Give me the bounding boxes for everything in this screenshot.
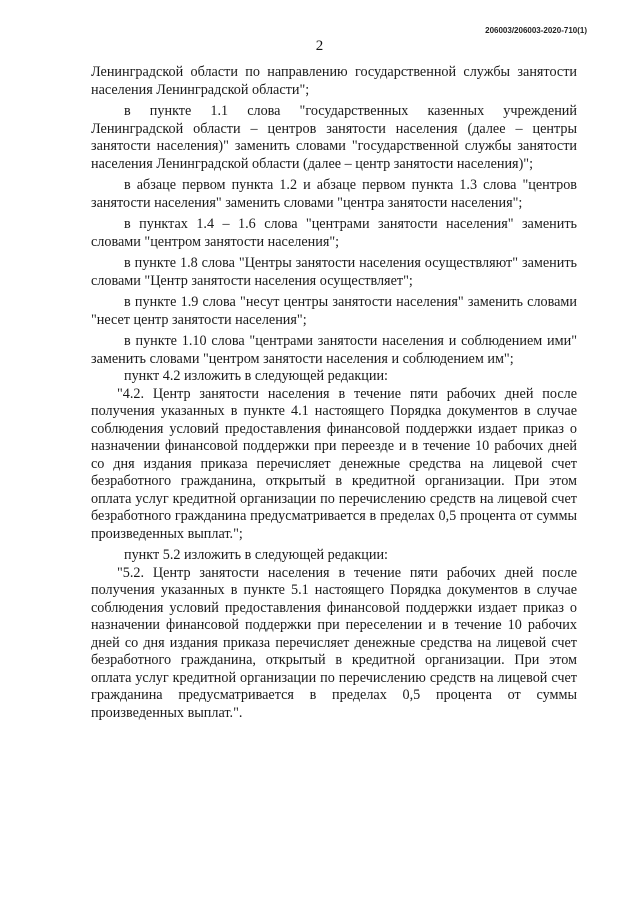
paragraph-clause-5-2: "5.2. Центр занятости населения в течение пяти рабочих дней после получения указанных в пункте 5.1 настоящего Порядка документов в случае соблюдения условий предоставления финансовой поддержки издает приказ о назначении финансовой поддержки при переселении и в течение 10 рабочих дней со дня издания приказа перечисляет денежные средства на лицевой счет безработного гражданина, открытый в кредитной организации. При этом оплата услуг кредитной организации по перечислению средств на лицевой счет гражданина предусматривается в пределах 0,5 процента от суммы произведенных выплат.". xyxy=(91,564,577,721)
document-code: 206003/206003-2020-710(1) xyxy=(485,26,587,35)
paragraph-continuation: Ленинградской области по направлению государственной службы занятости населения Ленинградской области"; xyxy=(91,64,577,98)
paragraph-amendment-1-9: в пункте 1.9 слова "несут центры занятости населения" заменить словами "несет центр занятости населения"; xyxy=(91,294,577,328)
paragraph-amendment-1-2: в абзаце первом пункта 1.2 и абзаце первом пункта 1.3 слова "центров занятости населения" заменить словами "центра занятости населения"; xyxy=(91,177,577,211)
paragraph-amendment-1-4: в пунктах 1.4 – 1.6 слова "центрами занятости населения" заменить словами "центром занятости населения"; xyxy=(91,216,577,250)
paragraph-clause-4-2: "4.2. Центр занятости населения в течение пяти рабочих дней после получения указанных в пункте 4.1 настоящего Порядка документов в случае соблюдения условий предоставления финансовой поддержки издает приказ о назначении финансовой поддержки при переезде и в течение 10 рабочих дней со дня издания приказа перечисляет денежные средства на лицевой счет безработного гражданина, открытый в кредитной организации. При этом оплата услуг кредитной организации по перечислению средств на лицевой счет безработного гражданина предусматривается в пределах 0,5 процента от суммы произведенных выплат."; xyxy=(91,385,577,542)
paragraph-intro-5-2: пункт 5.2 изложить в следующей редакции: xyxy=(124,547,388,563)
paragraph-amendment-1-1: в пункте 1.1 слова "государственных казенных учреждений Ленинградской области – центров занятости населения (далее – центры занятости населения)" заменить словами "государственной службы занятости населения Ленинградской области (далее – центр занятости населения)"; xyxy=(91,103,577,172)
paragraph-amendment-1-10: в пункте 1.10 слова "центрами занятости населения и соблюдением ими" заменить словами "центром занятости населения и соблюдением им"; xyxy=(91,333,577,367)
page-number: 2 xyxy=(315,38,324,54)
document-body xyxy=(91,64,577,722)
paragraph-amendment-1-8: в пункте 1.8 слова "Центры занятости населения осуществляют" заменить словами "Центр занятости населения осуществляет"; xyxy=(91,255,577,289)
paragraph-intro-4-2: пункт 4.2 изложить в следующей редакции: xyxy=(124,368,388,384)
